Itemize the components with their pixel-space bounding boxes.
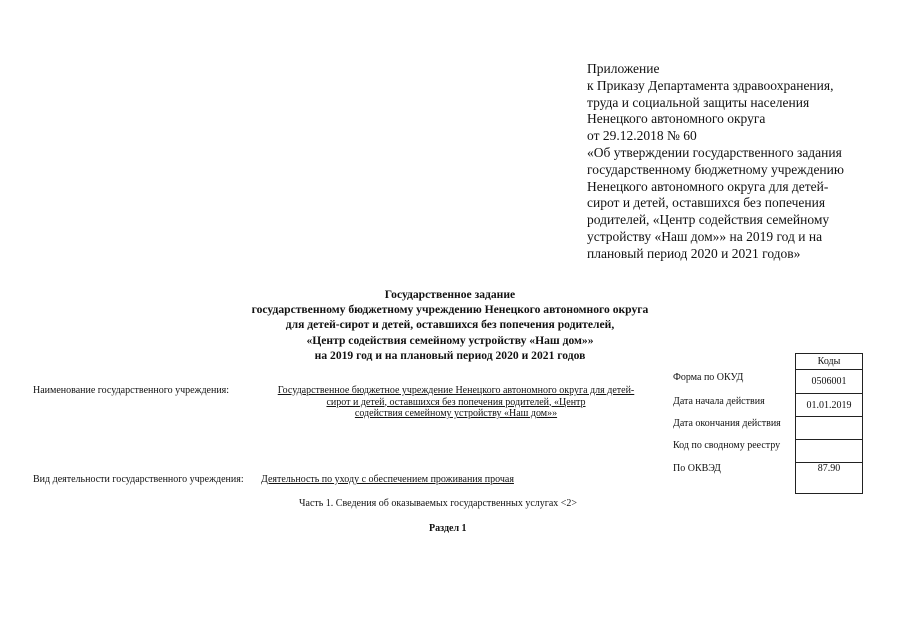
code-value-registry	[796, 440, 863, 463]
title-line: на 2019 год и на плановый период 2020 и 2021 годов	[314, 348, 586, 362]
appendix-line: сирот и детей, оставшихся без попечения	[587, 195, 826, 211]
activity-value: Деятельность по уходу с обеспечением проживания прочая	[261, 474, 514, 485]
code-label-registry: Код по сводному реестру	[673, 440, 781, 451]
title-line: «Центр содействия семейному устройству «Наш дом»»	[306, 333, 594, 347]
code-label-okud: Форма по ОКУД	[673, 372, 744, 383]
appendix-line: устройству «Наш дом»» на 2019 год и на	[587, 228, 823, 244]
title-line: государственному бюджетному учреждению Ненецкого автономного округа	[251, 303, 649, 317]
appendix-line: Ненецкого автономного округа	[587, 111, 766, 127]
section-title: Раздел 1	[429, 523, 467, 534]
appendix-line: Приложение	[587, 61, 660, 76]
institution-value-line: сирот и детей, оставшихся без попечения родителей, «Центр	[326, 396, 586, 408]
institution-value	[258, 385, 654, 420]
title-line: для детей-сирот и детей, оставшихся без попечения родителей,	[285, 318, 615, 332]
title-line: Государственное задание	[384, 288, 516, 301]
code-value-end-date	[796, 417, 863, 440]
appendix-line: «Об утверждении государственного задания	[587, 144, 842, 160]
appendix-line: плановый период 2020 и 2021 годов»	[587, 245, 801, 261]
code-label-end-date: Дата окончания действия	[673, 418, 781, 429]
code-value-okved: 87.90	[796, 463, 863, 494]
part-title: Часть 1. Сведения об оказываемых государственных услугах <2>	[299, 498, 578, 509]
codes-header: Коды	[796, 354, 863, 370]
code-value-okud: 0506001	[796, 370, 863, 394]
appendix-block	[587, 61, 887, 263]
codes-table	[795, 353, 863, 494]
appendix-line: Ненецкого автономного округа для детей-	[587, 178, 829, 194]
code-label-start-date: Дата начала действия	[673, 396, 765, 407]
code-value-start-date: 01.01.2019	[796, 394, 863, 417]
appendix-line: государственному бюджетному учреждению	[587, 161, 844, 177]
appendix-line: родителей, «Центр содействия семейному	[587, 212, 830, 228]
appendix-line: от 29.12.2018 № 60	[587, 128, 697, 144]
activity-label: Вид деятельности государственного учреждения:	[33, 474, 244, 485]
institution-value-line: содействия семейному устройству «Наш дом»»	[354, 408, 558, 419]
institution-label: Наименование государственного учреждения:	[33, 385, 230, 396]
appendix-line: к Приказу Департамента здравоохранения,	[587, 77, 834, 93]
appendix-line: труда и социальной защиты населения	[587, 94, 810, 110]
document-title	[150, 287, 750, 363]
code-label-okved: По ОКВЭД	[673, 463, 721, 474]
institution-value-line: Государственное бюджетное учреждение Ненецкого автономного округа для детей-	[277, 385, 635, 396]
